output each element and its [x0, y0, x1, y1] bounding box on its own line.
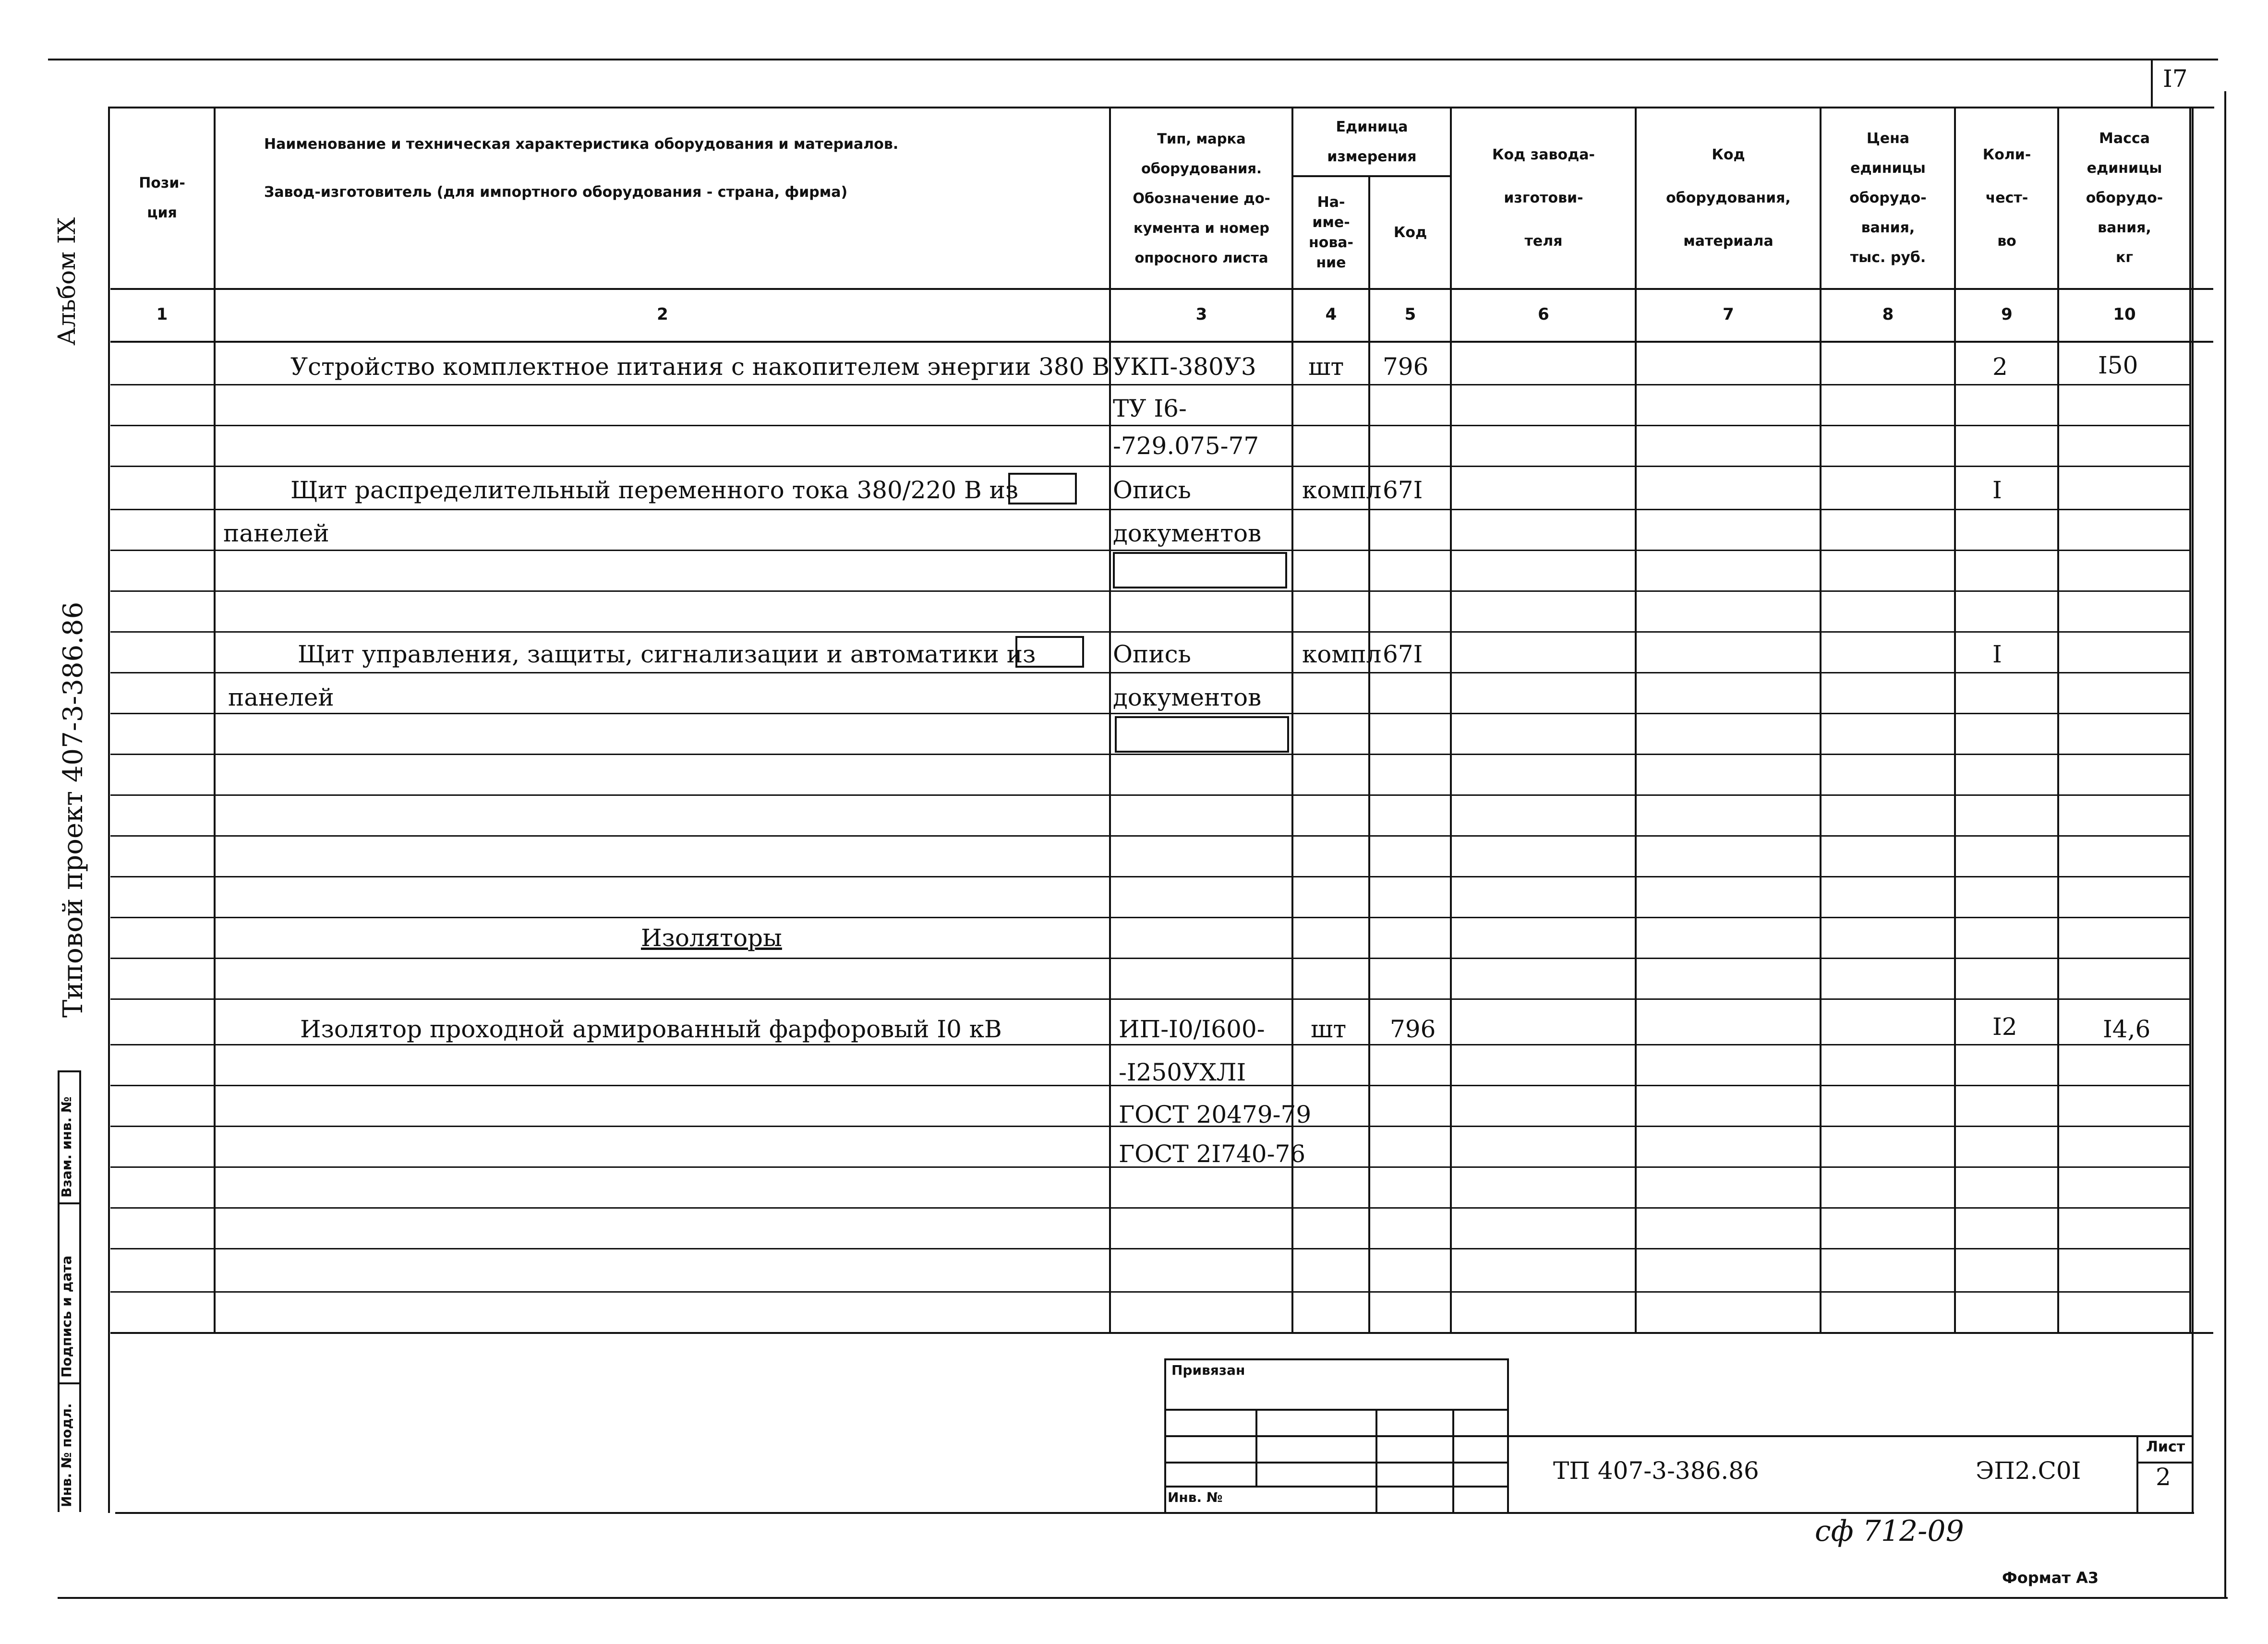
item3-blank-box: [1015, 636, 1084, 668]
item5-unit: шт: [1311, 1015, 1347, 1043]
stamp-div-1: [58, 1202, 79, 1204]
format-label: Формат А3: [2002, 1569, 2099, 1587]
sheet-label: Лист: [2146, 1439, 2185, 1455]
stamp-field-podpis: Подпись и дата: [59, 1255, 74, 1378]
item2-qty: I: [1992, 476, 2002, 504]
item3-name-1: Щит управления, защиты, сигнализации и автоматики из: [298, 640, 1036, 668]
sheet-code: ЭП2.С0I: [1976, 1457, 2081, 1485]
row-line: [110, 1044, 2189, 1045]
table-left-border: [108, 107, 110, 1513]
header-col-4: На- име- нова- ние: [1308, 194, 1354, 271]
row-line: [110, 672, 2189, 673]
row-line: [110, 958, 2189, 959]
table-bottom-line: [110, 1332, 2213, 1334]
tb-line-1: [1164, 1409, 1507, 1411]
row-line: [110, 1207, 2189, 1209]
item2-unit: компл: [1302, 476, 1382, 504]
item2-blank-box: [1008, 473, 1077, 504]
item1-type-2: ТУ I6-: [1113, 395, 1187, 422]
colnum-7: 7: [1723, 305, 1734, 324]
item2-type-1: Опись: [1113, 476, 1191, 504]
item2-name-1: Щит распределительный переменного тока 380/220 В из: [290, 476, 1019, 504]
item3-code: 67I: [1383, 640, 1423, 668]
item5-type-4: ГОСТ 2I740-76: [1119, 1140, 1306, 1168]
item1-unit: шт: [1308, 353, 1344, 381]
item5-code: 796: [1390, 1015, 1436, 1043]
sheet-value: 2: [2156, 1463, 2171, 1491]
row-line: [110, 835, 2189, 837]
item1-code: 796: [1383, 353, 1429, 381]
privyazan-label: Привязан: [1171, 1362, 1245, 1378]
header-col-5: Код: [1393, 224, 1427, 241]
tb-sheet-sep: [2136, 1435, 2138, 1512]
row-line: [110, 917, 2189, 918]
colnum-8: 8: [1882, 305, 1894, 324]
row-line: [110, 713, 2189, 714]
row-line: [110, 509, 2189, 510]
tb-vline-3: [1452, 1409, 1454, 1512]
item1-name: Устройство комплектное питания с накопителем энергии 380 В: [290, 353, 1110, 381]
header-col-3: Тип, марка оборудования. Обозначение до- кумента и номер опросного листа: [1133, 131, 1270, 266]
stamp-field-inv-podl: Инв. № подл.: [59, 1403, 74, 1507]
bottom-border: [58, 1597, 2228, 1599]
item5-type-2: -I250УХЛI: [1119, 1058, 1246, 1086]
item5-type-1: ИП-I0/I600-: [1119, 1015, 1265, 1043]
item3-name-2: панелей: [228, 684, 334, 711]
colnum-bottom-line: [110, 341, 2213, 343]
item2-code: 67I: [1383, 476, 1423, 504]
row-line: [110, 1248, 2189, 1249]
tb-line-3: [1164, 1462, 1507, 1464]
colnum-2: 2: [657, 305, 668, 324]
row-line: [110, 794, 2189, 796]
row-line: [110, 998, 2189, 1000]
item3-type-2: документов: [1113, 684, 1262, 711]
item3-type-box: [1115, 716, 1289, 753]
section-title: Изоляторы: [641, 924, 782, 952]
col-sep-6: [1635, 107, 1637, 1333]
item1-mass: I50: [2098, 351, 2138, 379]
row-line: [110, 631, 2189, 633]
header-col-2: Наименование и техническая характеристика оборудования и материалов. Завод-изготовитель (для импортного оборудования - страна, фирма): [264, 136, 899, 201]
item3-type-1: Опись: [1113, 640, 1191, 668]
row-line: [110, 590, 2189, 592]
stamp-field-vzam: Взам. инв. №: [59, 1096, 74, 1198]
tb-vline-2: [1375, 1409, 1377, 1512]
colnum-9: 9: [2001, 305, 2013, 324]
header-col-7: Код оборудования, материала: [1666, 146, 1791, 250]
table-right-border: [2192, 107, 2194, 1513]
inv-no-label: Инв. №: [1168, 1489, 1223, 1505]
item2-name-2: панелей: [223, 519, 329, 547]
handwritten-note: сф 712-09: [1815, 1514, 1964, 1548]
tb-line-2: [1164, 1435, 1507, 1437]
col10-right: [2189, 107, 2191, 1333]
header-col-8: Цена единицы оборудо- вания, тыс. руб.: [1849, 130, 1927, 266]
col-sep-8: [1954, 107, 1956, 1333]
item5-mass: I4,6: [2103, 1015, 2151, 1043]
stamp-div-2: [58, 1382, 79, 1384]
colnum-5: 5: [1404, 305, 1416, 324]
row-line: [110, 466, 2189, 467]
col-sep-2: [1109, 107, 1111, 1333]
tb-vline-1: [1255, 1409, 1257, 1486]
header-col-9: Коли- чест- во: [1982, 146, 2031, 250]
tb-line-4: [1164, 1486, 1507, 1488]
item1-type-1: УКП-380У3: [1113, 353, 1256, 381]
item1-qty: 2: [1992, 353, 2008, 381]
col-sep-7: [1820, 107, 1822, 1333]
header-col-1: Пози- ция: [139, 175, 185, 221]
row-line: [110, 876, 2189, 877]
sheet-number-top: I7: [2163, 65, 2188, 93]
album-label: Альбом IX: [53, 217, 81, 346]
row-line: [110, 1291, 2189, 1293]
stamp-strip-right: [79, 1070, 81, 1512]
doc-code: ТП 407-3-386.86: [1553, 1457, 1759, 1485]
col-sep-9: [2057, 107, 2059, 1333]
colnum-4: 4: [1325, 305, 1337, 324]
item5-qty: I2: [1992, 1013, 2017, 1041]
colnum-10: 10: [2113, 305, 2136, 324]
row-line: [110, 550, 2189, 551]
item5-type-3: ГОСТ 20479-79: [1119, 1101, 1312, 1128]
header-col-6: Код завода- изготови- теля: [1492, 146, 1595, 250]
row-line: [110, 384, 2189, 385]
item1-type-3: -729.075-77: [1113, 432, 1259, 460]
stamp-top: [58, 1070, 79, 1072]
colnum-3: 3: [1195, 305, 1207, 324]
item5-name: Изолятор проходной армированный фарфоровый I0 кВ: [300, 1015, 1002, 1043]
sheet-number-box-left: [2151, 59, 2153, 107]
colnum-1: 1: [156, 305, 168, 324]
col-sep-1: [214, 107, 216, 1333]
colnum-6: 6: [1538, 305, 1549, 324]
row-line: [110, 425, 2189, 426]
row-line: [110, 754, 2189, 755]
top-border: [48, 59, 2218, 60]
project-label: Типовой проект 407-3-386.86: [58, 601, 89, 1018]
header-unit-group: Единица измерения: [1327, 118, 1417, 165]
unit-group-underline: [1291, 175, 1450, 177]
col-sep-5: [1450, 107, 1452, 1333]
item2-type-2: документов: [1113, 519, 1262, 547]
right-outer-border: [2224, 91, 2226, 1598]
tb-main-top: [1505, 1435, 2192, 1437]
item3-qty: I: [1992, 640, 2002, 668]
header-col-10: Масса единицы оборудо- вания, кг: [2086, 130, 2163, 266]
frame-bottom-line: [115, 1512, 2194, 1514]
item3-unit: компл: [1302, 640, 1382, 668]
item2-type-box: [1113, 552, 1287, 588]
